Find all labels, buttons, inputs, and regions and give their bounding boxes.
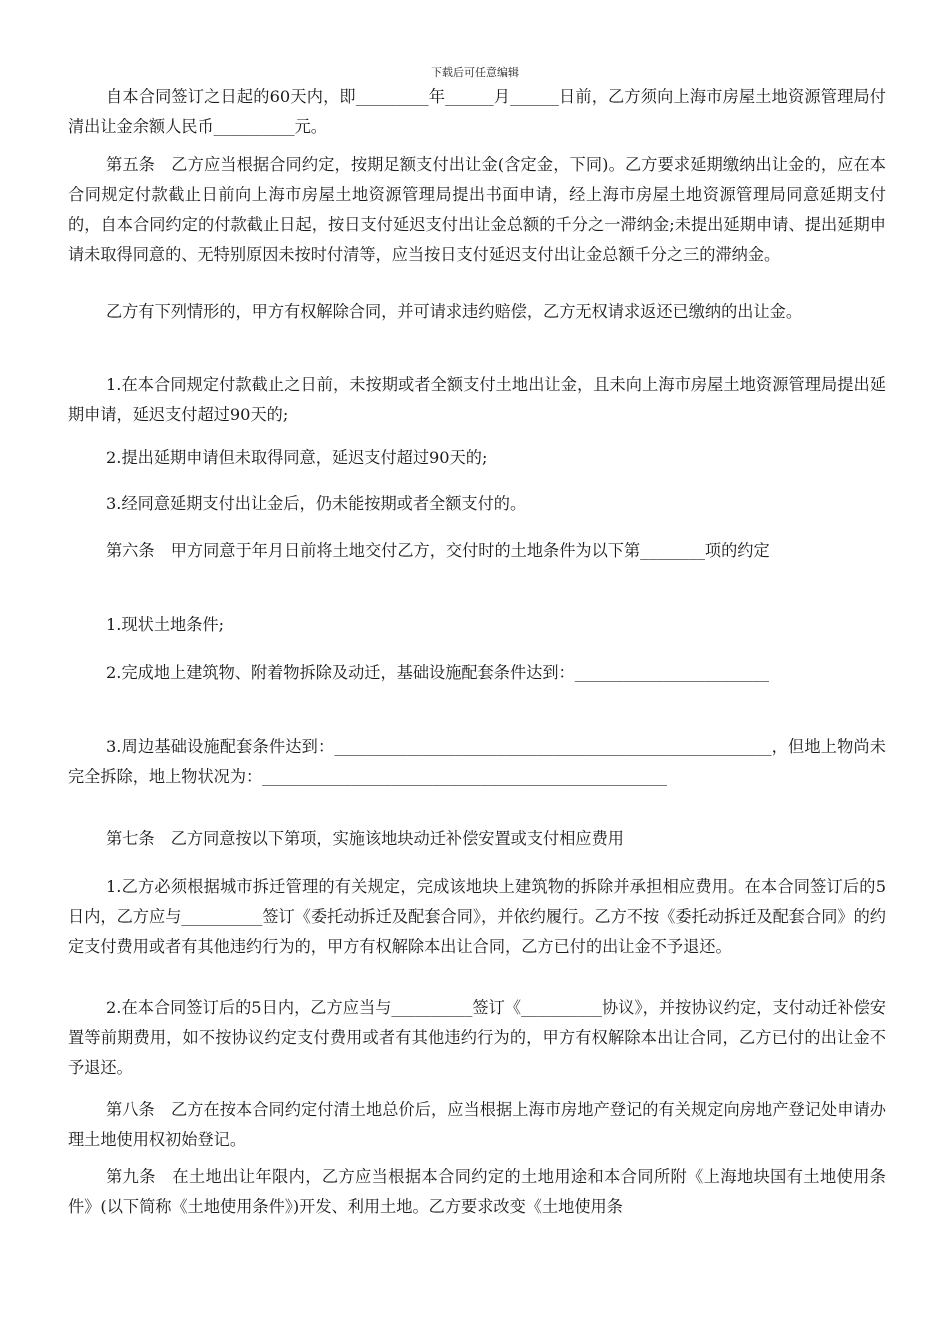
paragraph-article-7-1: 1.乙方必须根据城市拆迁管理的有关规定，完成该地块上建筑物的拆除并承担相应费用。在本合同签订后的5日内，乙方应与__________签订《委托动拆迁及配套合同》，并依约履行。乙方不按《委托动拆迁及配套合同》的约定支付费用或者有其他违约行为的，甲方有权解除本出让合同，乙方已付的出让金不予退还。 — [68, 877, 886, 956]
paragraph-article-7-2: 2.在本合同签订后的5日内，乙方应当与__________签订《__________协议》，并按协议约定，支付动迁补偿安置等前期费用，如不按协议约定支付费用或者有其他违约行为的，甲方有权解除本出让合同，乙方已付的出让金不予退还。 — [68, 998, 886, 1077]
paragraph-article-6: 第六条 甲方同意于年月日前将土地交付乙方，交付时的土地条件为以下第________项的约定 — [106, 541, 770, 560]
paragraph-payment-deadline: 自本合同签订之日起的60天内，即_________年______月______日前，乙方须向上海市房屋土地资源管理局付清出让金余额人民币__________元。 — [68, 87, 886, 136]
paragraph-article-6-2: 2.完成地上建筑物、附着物拆除及动迁，基础设施配套条件达到：________________________ — [106, 663, 769, 682]
page-header: 下载后可任意编辑 — [431, 66, 519, 79]
paragraph-termination: 乙方有下列情形的，甲方有权解除合同，并可请求违约赔偿，乙方无权请求返还已缴纳的出让金。 — [106, 302, 803, 321]
paragraph-article-8: 第八条 乙方在按本合同约定付清土地总价后，应当根据上海市房地产登记的有关规定向房地产登记处申请办理土地使用权初始登记。 — [68, 1100, 886, 1149]
paragraph-termination-3: 3.经同意延期支付出让金后，仍未能按期或者全额支付的。 — [106, 494, 527, 513]
paragraph-article-5: 第五条 乙方应当根据合同约定，按期足额支付出让金(含定金，下同)。乙方要求延期缴纳出让金的，应在本合同规定付款截止日前向上海市房屋土地资源管理局提出书面申请，经上海市房屋土地资源管理局同意延期支付的，自本合同约定的付款截止日起，按日支付延迟支付出让金总额的千分之一滞纳金;未提出延期申请、提出延期申请未取得同意的、无特别原因未按时付清等，应当按日支付延迟支付出让金总额千分之三的滞纳金。 — [68, 155, 886, 264]
paragraph-article-6-3: 3.周边基础设施配套条件达到：______________________________________________________，但地上物尚未完全拆除，地上物状况为：__________________________________________________ — [68, 737, 886, 786]
paragraph-termination-2: 2.提出延期申请但未取得同意，延迟支付超过90天的; — [106, 448, 488, 467]
paragraph-article-7: 第七条 乙方同意按以下第项，实施该地块动迁补偿安置或支付相应费用 — [106, 829, 624, 848]
paragraph-termination-1: 1.在本合同规定付款截止之日前，未按期或者全额支付土地出让金，且未向上海市房屋土地资源管理局提出延期申请，延迟支付超过90天的; — [68, 375, 886, 424]
paragraph-article-9: 第九条 在土地出让年限内，乙方应当根据本合同约定的土地用途和本合同所附《上海地块国有土地使用条件》(以下简称《土地使用条件》)开发、利用土地。乙方要求改变《土地使用条 — [68, 1167, 886, 1216]
paragraph-article-6-1: 1.现状土地条件; — [106, 615, 225, 634]
